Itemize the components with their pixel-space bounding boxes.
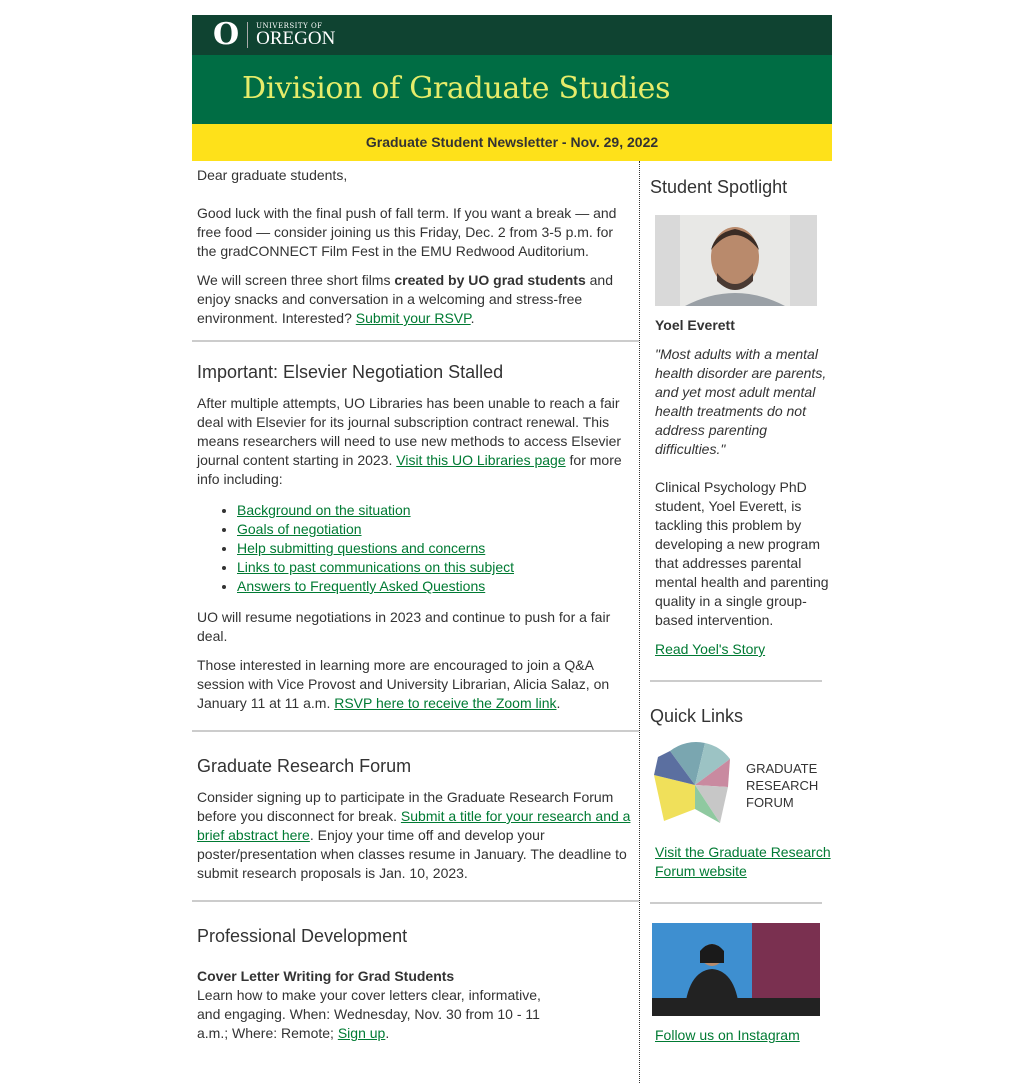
list-item (237, 558, 634, 577)
instagram-link[interactable]: Follow us on Instagram (655, 1027, 800, 1043)
student-name: Yoel Everett (655, 317, 735, 333)
read-story-link[interactable]: Read Yoel's Story (655, 641, 766, 657)
logo-divider (247, 22, 248, 48)
newsletter-subtitle: Graduate Student Newsletter - Nov. 29, 2022 (192, 124, 832, 161)
forum-paragraph: Consider signing up to participate in the Graduate Research Forum before you disconnect for break. Submit a title for your research and a brief abstract here. Enjoy your time off and develop your poster/presentation when classes resume in January. The deadline to submit research proposals is Jan. 10, 2023. (197, 789, 631, 881)
logo-o: O (213, 17, 240, 52)
page-title: Division of Graduate Studies (242, 71, 671, 106)
intro-paragraph: Good luck with the final push of fall term. If you want a break — and free food — consider joining us this Friday, Dec. 2 from 3-5 p.m. for the gradCONNECT Film Fest in the EMU Redwood Auditorium. (197, 205, 617, 259)
instagram-photo[interactable] (652, 923, 820, 1016)
spotlight-bio: Clinical Psychology PhD student, Yoel Everett, is tackling this problem by developing a new program that addresses parental mental health and parenting quality in a single group-based intervention. (655, 479, 829, 628)
help-link[interactable]: Help submitting questions and concerns (237, 540, 486, 556)
quick-links-heading: Quick Links (650, 706, 744, 726)
student-photo (655, 215, 817, 306)
banner (192, 55, 832, 124)
past-communications-link[interactable]: Links to past communications on this subject (237, 559, 515, 575)
divider (650, 680, 822, 682)
rsvp-link[interactable]: Submit your RSVP (355, 310, 471, 326)
zoom-rsvp-link[interactable]: RSVP here to receive the Zoom link (334, 695, 557, 711)
list-item (237, 501, 634, 520)
top-bar (192, 15, 832, 55)
submit-abstract-link[interactable]: Submit a title for your research and a brief abstract here (197, 808, 631, 843)
spotlight-heading: Student Spotlight (650, 177, 788, 197)
main-column (192, 161, 640, 1083)
divider (650, 902, 822, 904)
university-logo[interactable] (213, 17, 336, 52)
spotlight-quote: "Most adults with a mental health disorder are parents, and yet most adult mental health treatments do not address parenting difficulties." (655, 346, 827, 457)
newsletter (192, 15, 832, 1083)
sign-up-link[interactable]: Sign up (337, 1025, 386, 1041)
faq-link[interactable]: Answers to Frequently Asked Questions (237, 578, 486, 594)
elsevier-paragraph: After multiple attempts, UO Libraries has been unable to reach a fair deal with Elsevier for its journal subscription contract renewal. This means researchers will need to use new methods to access Elsevier journal content starting in 2023. Visit this UO Libraries page for more info including: (197, 395, 622, 487)
list-item (237, 577, 634, 596)
film-fest-paragraph: We will screen three short films created by UO grad students and enjoy snacks and conversation in a welcoming and stress-free environment. Interested? Submit your RSVP. (197, 272, 613, 326)
grf-logo-text: RESEARCH (746, 777, 819, 793)
logo-small-text: UNIVERSITY OF (256, 22, 323, 30)
resume-paragraph: UO will resume negotiations in 2023 and continue to push for a fair deal. (197, 609, 611, 644)
qa-paragraph: Those interested in learning more are encouraged to join a Q&A session with Vice Provost and University Librarian, Alicia Salaz, on January 11 at 11 a.m. RSVP here to receive the Zoom link. (197, 657, 610, 711)
grf-logo-text: FORUM (746, 794, 794, 810)
prodev-heading: Professional Development (197, 926, 408, 946)
sidebar (640, 161, 832, 1083)
libraries-page-link[interactable]: Visit this UO Libraries page (396, 452, 566, 468)
elsevier-links-list (237, 501, 634, 596)
elsevier-heading: Important: Elsevier Negotiation Stalled (197, 362, 504, 382)
grf-logo-text: GRADUATE (746, 760, 818, 776)
grf-logo[interactable] (650, 739, 832, 831)
list-item (237, 539, 634, 558)
greeting: Dear graduate students, (197, 167, 348, 183)
list-item (237, 520, 634, 539)
forum-heading: Graduate Research Forum (197, 756, 412, 776)
logo-big-text: OREGON (256, 28, 336, 49)
grf-logo-graphic (650, 739, 740, 831)
grf-website-link[interactable]: Visit the Graduate Research Forum website (655, 844, 831, 879)
goals-link[interactable]: Goals of negotiation (237, 521, 362, 537)
prodev-item: Cover Letter Writing for Grad Students Learn how to make your cover letters clear, informative, and engaging. When: Wednesday, Nov. 30 from 10 - 11 a.m.; Where: Remote; Sign up. (197, 968, 541, 1041)
background-link[interactable]: Background on the situation (237, 502, 411, 518)
